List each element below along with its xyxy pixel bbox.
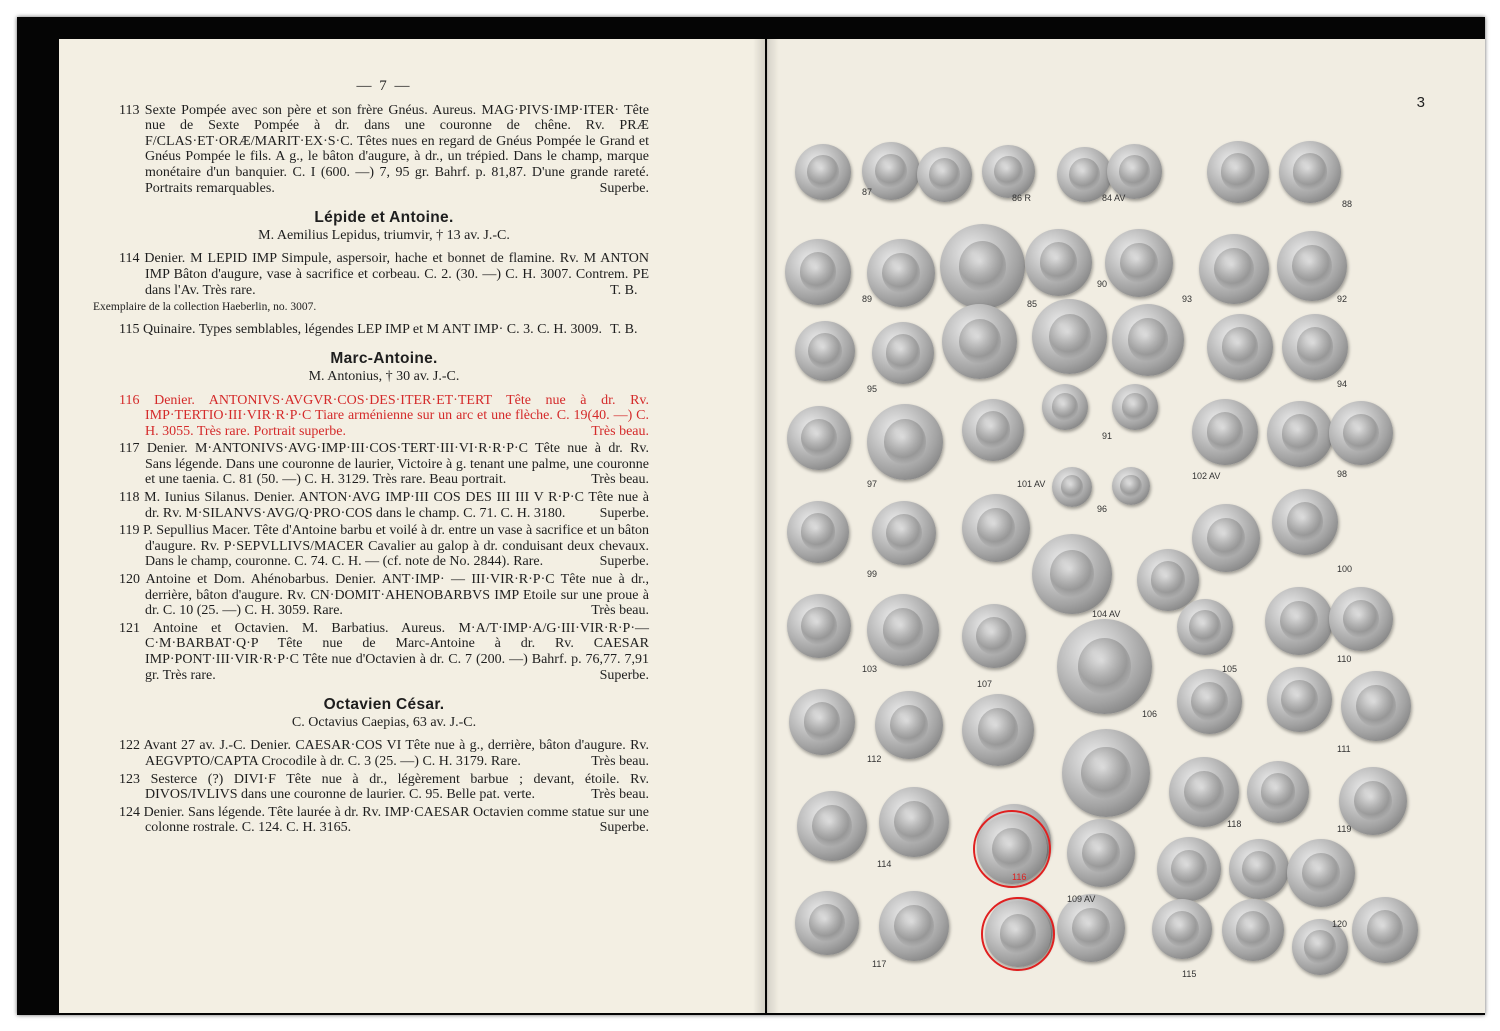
coin-label: 112 <box>867 754 882 764</box>
coin-image <box>1152 899 1212 959</box>
coin-image <box>1229 839 1289 899</box>
entry-number: 120 <box>119 572 140 588</box>
catalog-text <box>93 78 650 838</box>
catalog-entry <box>119 393 649 440</box>
coin-image <box>962 604 1026 668</box>
coin-image <box>1052 467 1092 507</box>
entry-number: 124 <box>119 804 140 820</box>
coin-image <box>1157 837 1221 901</box>
coin-image <box>1105 229 1173 297</box>
coin-image <box>1329 401 1393 465</box>
coin-image <box>1352 897 1418 963</box>
section-heading: Lépide et Antoine. <box>314 209 454 227</box>
coin-image <box>1207 314 1273 380</box>
entry-grade: Très beau. <box>591 472 649 488</box>
entry-text: Denier. Sans légende. Tête laurée à dr. Rv. IMP·CAESAR Octavien comme statue sur une colonne rostrale. C. 124. C. H. 3165. <box>143 804 649 836</box>
coin-label: 109 AV <box>1067 894 1096 904</box>
entry-grade: Superbe. <box>599 180 649 196</box>
catalog-entry <box>119 772 649 803</box>
coin-image <box>1177 669 1242 734</box>
catalog-entry <box>119 621 649 683</box>
coin-label: 84 AV <box>1102 193 1126 203</box>
coin-label: 92 <box>1337 294 1348 304</box>
coin-image <box>1067 819 1135 887</box>
highlighted-coin-image <box>985 901 1051 967</box>
coin-image <box>1279 141 1341 203</box>
coin-image <box>1057 619 1152 714</box>
coin-label: 111 <box>1337 744 1351 754</box>
coin-image <box>879 891 949 961</box>
coin-label: 99 <box>867 569 878 579</box>
coin-image <box>1199 234 1269 304</box>
coin-image <box>1057 894 1125 962</box>
section-subheading: C. Octavius Caepias, 63 av. J.-C. <box>291 714 477 730</box>
coin-image <box>1062 729 1150 817</box>
entry-text: Antoine et Dom. Ahénobarbus. Denier. ANT·IMP· — III·VIR·R·P·C Tête nue à dr., derrière, bâton d'augure. Rv. CN·DOMIT·AHENOBARBVS IMP Etoile sur une proue à dr. C. 10 (25. —) C. H. 3059. Rare. <box>145 572 649 619</box>
right-page <box>767 39 1485 1013</box>
coin-image <box>797 791 867 861</box>
coin-label: 104 AV <box>1092 609 1121 619</box>
coin-label: 87 <box>862 187 873 197</box>
book-frame <box>17 17 1485 1015</box>
entry-number: 123 <box>119 771 140 787</box>
coin-label: 98 <box>1337 469 1348 479</box>
coin-image <box>1207 141 1269 203</box>
catalog-sections <box>93 102 650 836</box>
plate-number: 3 <box>1416 94 1425 111</box>
coin-label: 90 <box>1097 279 1108 289</box>
coin-image <box>1192 504 1260 572</box>
coin-label: 100 <box>1337 564 1353 574</box>
entry-grade: Superbe. <box>599 667 649 683</box>
coin-image <box>867 404 943 480</box>
coin-label: 114 <box>877 859 892 869</box>
coin-label: 118 <box>1227 819 1242 829</box>
entry-grade: Superbe. <box>599 820 649 836</box>
coin-label: 107 <box>977 679 993 689</box>
coin-label: 97 <box>867 479 878 489</box>
coin-image <box>1282 314 1348 380</box>
coin-label: 102 AV <box>1192 471 1221 481</box>
catalog-entry <box>119 805 649 836</box>
coin-image <box>962 694 1034 766</box>
coin-image <box>1112 467 1150 505</box>
coin-image <box>1272 489 1338 555</box>
coin-image <box>1277 231 1347 301</box>
coin-label: 95 <box>867 384 878 394</box>
page-number: — 7 — <box>356 78 412 94</box>
entry-number: 114 <box>119 251 140 267</box>
catalog-entry <box>119 251 649 298</box>
coin-image <box>787 406 851 470</box>
coin-label: 85 <box>1027 299 1038 309</box>
coin-image <box>1032 534 1112 614</box>
coin-image <box>1032 299 1107 374</box>
coin-image <box>1107 144 1162 199</box>
coin-image <box>917 147 972 202</box>
coin-image <box>879 787 949 857</box>
coin-image <box>1267 667 1332 732</box>
coin-label: 117 <box>872 959 887 969</box>
coin-image <box>1192 399 1258 465</box>
catalog-entry <box>119 738 649 769</box>
entry-text: Denier. M·ANTONIVS·AVG·IMP·III·COS·TERT·III·VI·R·R·P·C Tête nue à dr. Rv. Sans légende. Dans une couronne de laurier, Victoire à g. tenant une palme, une couronne et une taenia. C. 81 (50. —) C. H. 3129. Très rare. Beau portrait. <box>145 441 649 488</box>
coin-label: 88 <box>1342 199 1353 209</box>
section-subheading: M. Antonius, † 30 av. J.-C. <box>308 368 460 384</box>
coin-image <box>867 594 939 666</box>
coin-image <box>962 399 1024 461</box>
entry-number: 116 <box>119 392 140 408</box>
catalog-entry <box>119 572 649 619</box>
coin-image <box>1112 304 1184 376</box>
coin-label: 120 <box>1332 919 1348 929</box>
coin-label: 89 <box>862 294 873 304</box>
coin-image <box>1042 384 1088 430</box>
coin-label: 93 <box>1182 294 1193 304</box>
entry-grade: T. B. <box>610 282 638 298</box>
coin-image <box>795 144 851 200</box>
coin-image <box>867 239 935 307</box>
section-heading: Octavien César. <box>323 696 445 714</box>
coin-image <box>872 501 936 565</box>
entry-grade: Superbe. <box>599 554 649 570</box>
coin-label: 91 <box>1102 431 1113 441</box>
coin-label: 110 <box>1337 654 1352 664</box>
coin-image <box>875 691 943 759</box>
entry-text: P. Sepullius Macer. Tête d'Antoine barbu et voilé à dr. entre un vase à sacrifice et un bâton d'augure. Rv. P·SEPVLLIVS/MACER Cavalier au galop à dr. conduisant deux chevaux. Dans le champ, couronne. C. 74. C. H. — (cf. note de No. 2844). Rare. <box>143 523 649 570</box>
coin-image <box>1341 671 1411 741</box>
entry-text: Denier. M LEPID IMP Simpule, aspersoir, hache et bonnet de flamine. Rv. M ANTON IMP Bâton d'augure, vase à sacrifice et corbeau. C. 2. (30. —) C. H. 3007. Contrem. PE dans l'Av. Très rare. <box>144 251 649 298</box>
entry-text: Exemplaire de la collection Haeberlin, no. 3007. <box>93 301 317 314</box>
entry-number: 121 <box>119 620 140 636</box>
entry-text: Antoine et Octavien. M. Barbatius. Aureus. M·A/T·IMP·A/G·III·VIR·R·P·—C·M·BARBAT·Q·P Tête nue de Marc-Antoine à dr. Rv. CAESAR IMP·PONT·III·VIR·R·P·C Tête nue d'Octavien à dr. C. 7 (200. —) Bahrf. p. 76,77. 7,91 gr. Très rare. <box>145 620 649 683</box>
section-heading: Marc-Antoine. <box>330 350 438 368</box>
coin-label: 94 <box>1337 379 1348 389</box>
catalog-entry <box>119 490 649 521</box>
entry-number: 115 <box>119 321 140 337</box>
entry-grade: Très beau. <box>591 603 649 619</box>
coin-label: 116 <box>1012 872 1027 882</box>
left-page <box>59 39 765 1013</box>
coin-image <box>795 891 859 955</box>
coin-image <box>787 594 851 658</box>
entry-text: Denier. ANTONIVS·AVGVR·COS·DES·ITER·ET·TERT Tête nue à dr. Rv. IMP·TERTIO·III·VIR·R·P·C Tiare arménienne sur un arc et une flèche. C. 19(40. —) C. H. 3055. Très rare. Portrait superbe. <box>145 392 650 439</box>
coin-image <box>942 304 1017 379</box>
section-subheading: M. Aemilius Lepidus, triumvir, † 13 av. J.-C. <box>258 227 510 243</box>
coin-label: 101 AV <box>1017 479 1046 489</box>
coin-image <box>1247 761 1309 823</box>
coin-label: 106 <box>1142 709 1158 719</box>
coin-image <box>1025 229 1092 296</box>
entry-text: Sexte Pompée avec son père et son frère Gnéus. Aureus. MAG·PIVS·IMP·ITER· Tête nue de Sexte Pompée à dr. dans une couronne de chêne. Rv. PRÆ F/CLAS·ET·ORÆ/MARIT·EX·S·C. Têtes nues en regard de Gnéus Pompée le Grand et Gnéus Pompée le fils. A g., le bâton d'augure, à dr., un trépied. Dans le champ, marque monétaire d'un banquier. C. I (600. —) 7, 95 gr. Bahrf. p. 81,87. D'une grande rareté. Portraits remarquables. <box>144 102 649 196</box>
entry-grade: Très beau. <box>591 423 649 439</box>
coin-image <box>789 689 855 755</box>
entry-text: M. Iunius Silanus. Denier. ANTON·AVG IMP·III COS DES III III V R·P·C Tête nue à dr. Rv. M·SILANVS·AVG/Q·PRO·COS dans le champ. C. 71. C. H. 3180. <box>144 490 649 521</box>
coin-image <box>962 494 1030 562</box>
entry-number: 119 <box>119 523 140 539</box>
catalog-entry <box>119 103 649 197</box>
coin-label: 86 R <box>1012 193 1032 203</box>
entry-text: Quinaire. Types semblables, légendes LEP IMP et M ANT IMP· C. 3. C. H. 3009. <box>142 321 603 337</box>
coin-image <box>795 321 855 381</box>
entry-grade: Très beau. <box>591 753 649 769</box>
coin-image <box>1329 587 1393 651</box>
entry-grade: T. B. <box>610 321 638 337</box>
entry-number: 113 <box>119 102 140 118</box>
coin-image <box>1112 384 1158 430</box>
coin-image <box>1177 599 1233 655</box>
coin-image <box>787 501 849 563</box>
entry-number: 117 <box>119 441 140 457</box>
catalog-entry <box>119 523 649 570</box>
entry-text: Avant 27 av. J.-C. Denier. CAESAR·COS VI Tête nue à g., derrière, bâton d'augure. Rv. AEGVPTO/CAPTA Crocodile à dr. C. 3 (25. —) C. H. 3179. Rare. <box>143 738 649 769</box>
coin-image <box>940 224 1025 309</box>
catalog-note <box>93 300 649 316</box>
coin-image <box>1267 401 1333 467</box>
coin-image <box>785 239 851 305</box>
entry-grade: Superbe. <box>599 505 649 521</box>
entry-number: 118 <box>119 490 140 506</box>
coin-label: 105 <box>1222 664 1238 674</box>
entry-grade: Très beau. <box>591 787 649 803</box>
coin-label: 119 <box>1337 824 1352 834</box>
coin-label: 115 <box>1182 969 1197 979</box>
coin-image <box>1222 899 1284 961</box>
coin-image <box>982 145 1035 198</box>
coin-image <box>1265 587 1333 655</box>
coin-image <box>1287 839 1355 907</box>
coin-label: 96 <box>1097 504 1108 514</box>
entry-text: Sesterce (?) DIVI·F Tête nue à dr., légèrement barbue ; devant, étoile. Rv. DIVOS/IVLIVS dans une couronne de laurier. C. 95. Belle pat. verte. <box>145 771 650 803</box>
catalog-entry <box>119 322 649 338</box>
coin-image <box>1169 757 1242 829</box>
entry-number: 122 <box>119 738 140 754</box>
coin-label: 103 <box>862 664 878 674</box>
catalog-entry <box>119 441 649 488</box>
coin-image <box>872 322 934 384</box>
coin-image <box>1137 549 1199 611</box>
